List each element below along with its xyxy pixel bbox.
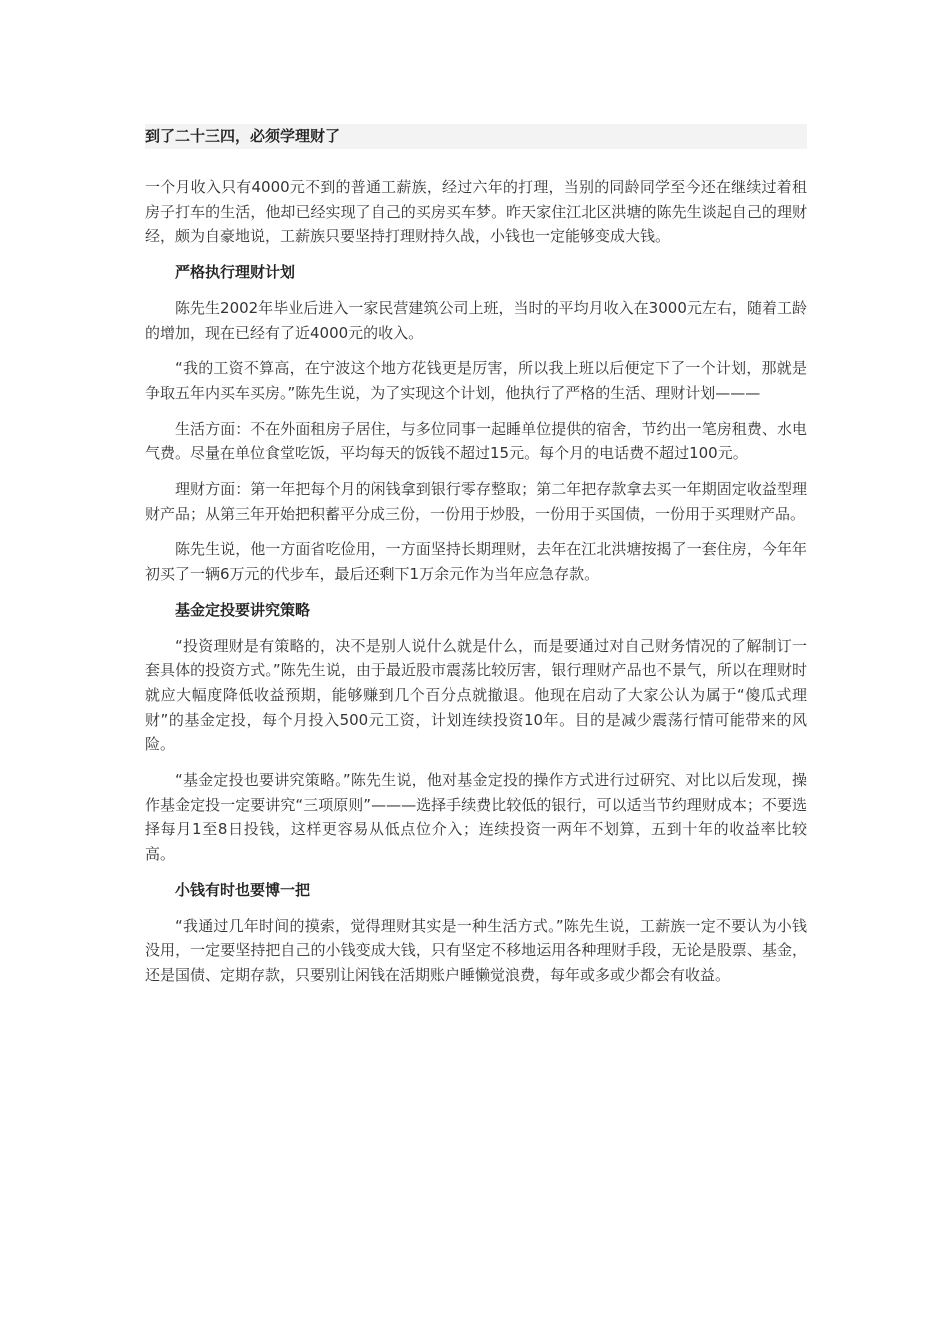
paragraph: 陈先生说，他一方面省吃俭用，一方面坚持长期理财，去年在江北洪塘按揭了一套住房，今年年初买了一辆6万元的代步车，最后还剩下1万余元作为当年应急存款。 <box>145 540 807 584</box>
intro-paragraph: 一个月收入只有4000元不到的普通工薪族，经过六年的打理，当别的同龄同学至今还在继续过着租房子打车的生活，他却已经实现了自己的买房买车梦。昨天家住江北区洪塘的陈先生谈起自己的理财经，颇为自豪地说，工薪族只要坚持打理财持久战，小钱也一定能够变成大钱。 <box>145 178 807 246</box>
section-heading-fund: 基金定投要讲究策略 <box>175 600 311 619</box>
paragraph: 理财方面：第一年把每个月的闲钱拿到银行零存整取；第二年把存款拿去买一年期固定收益型理财产品；从第三年开始把积蓄平分成三份，一份用于炒股，一份用于买国债，一份用于买理财产品。 <box>145 480 807 523</box>
section-heading-plan: 严格执行理财计划 <box>175 263 296 282</box>
paragraph: 陈先生2002年毕业后进入一家民营建筑公司上班，当时的平均月收入在3000元左右，随着工龄的增加，现在已经有了近4000元的收入。 <box>145 298 807 342</box>
article <box>145 124 807 999</box>
paragraph: “我通过几年时间的摸索，觉得理财其实是一种生活方式。”陈先生说，工薪族一定不要认为小钱没用，一定要坚持把自己的小钱变成大钱，只有坚定不移地运用各种理财手段，无论是股票、基金，还是国债、定期存款，只要别让闲钱在活期账户睡懒觉浪费，每年或多或少都会有收益。 <box>145 916 807 984</box>
paragraph: 生活方面：不在外面租房子居住，与多位同事一起睡单位提供的宿舍，节约出一笔房租费、水电气费。尽量在单位食堂吃饭，平均每天的饭钱不超过15元。每个月的电话费不超过100元。 <box>145 419 807 463</box>
paragraph: “我的工资不算高，在宁波这个地方花钱更是厉害，所以我上班以后便定下了一个计划，那就是争取五年内买车买房。”陈先生说，为了实现这个计划，他执行了严格的生活、理财计划——— <box>145 359 807 402</box>
paragraph: “基金定投也要讲究策略。”陈先生说，他对基金定投的操作方式进行过研究、对比以后发现，操作基金定投一定要讲究“三项原则”———选择手续费比较低的银行，可以适当节约理财成本；不要选择每月1至8日投钱，这样更容易从低点位介入；连续投资一两年不划算，五到十年的收益率比较高。 <box>145 771 807 864</box>
section-heading-small-money: 小钱有时也要博一把 <box>175 880 311 899</box>
paragraph: “投资理财是有策略的，决不是别人说什么就是什么，而是要通过对自己财务情况的了解制订一套具体的投资方式。”陈先生说，由于最近股市震荡比较厉害，银行理财产品也不景气，所以在理财时就应大幅度降低收益预期，能够赚到几个百分点就撤退。他现在启动了大家公认为属于“傻瓜式理财”的基金定投，每个月投入500元工资，计划连续投资10年。目的是减少震荡行情可能带来的风险。 <box>145 636 807 754</box>
article-title: 到了二十三四，必须学理财了 <box>145 124 807 149</box>
